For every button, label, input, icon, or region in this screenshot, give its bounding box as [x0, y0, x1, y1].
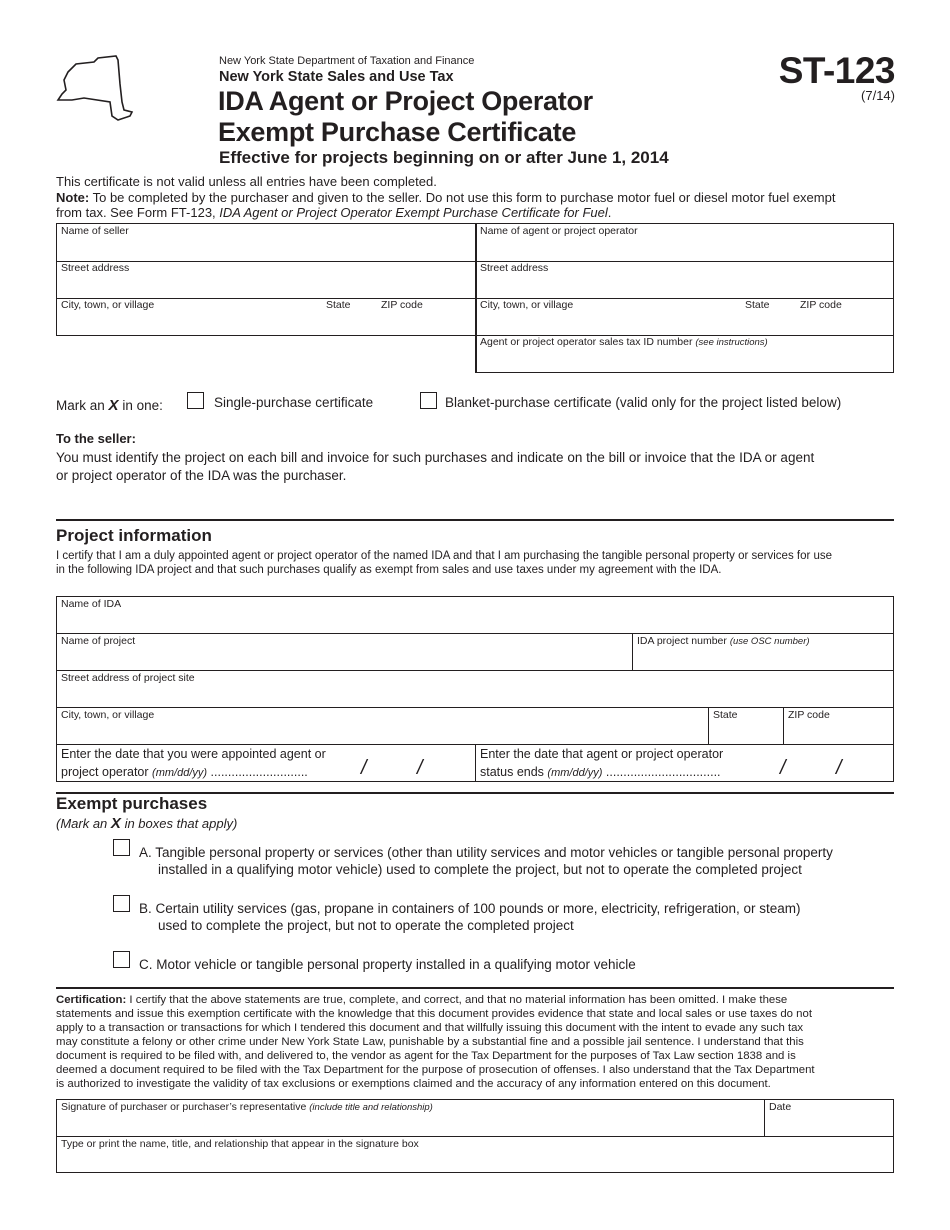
appointed-date-slash-1: / [361, 757, 367, 779]
ends-date-leader: ................................. [605, 765, 721, 779]
certification-text [56, 993, 896, 1091]
certification-label: Certification: [56, 994, 127, 1006]
ends-date-slash-1: / [780, 757, 786, 779]
seller-zip-field[interactable]: ZIP code [381, 299, 423, 311]
appointed-date-slash-2: / [417, 757, 423, 779]
exempt-instructions [56, 815, 237, 832]
project-number-label: IDA project number [637, 635, 727, 647]
agent-taxid-field[interactable] [480, 336, 768, 348]
appointed-date-leader: ............................ [210, 765, 308, 779]
department-name: New York State Department of Taxation and Finance [219, 55, 475, 67]
signature-note: (include title and relationship) [309, 1102, 433, 1113]
appointed-date-label-2: project operator [61, 765, 149, 779]
agent-street-field[interactable]: Street address [480, 262, 549, 274]
project-rule-3 [56, 707, 894, 708]
note-line1 [56, 190, 835, 205]
agent-city-field[interactable]: City, town, or village [480, 299, 574, 311]
agent-taxid-label: Agent or project operator sales tax ID number [480, 336, 693, 348]
exempt-a-line1: A. Tangible personal property or services (other than utility services and motor vehicles or tangible personal property [139, 845, 833, 860]
project-certify-line2: in the following IDA project and that such purchases qualify as exempt from sales and use taxes under my agreement with the IDA. [56, 564, 722, 576]
note-line2-period: . [607, 205, 612, 220]
project-section-rule [56, 519, 894, 521]
ends-date-slash-2: / [836, 757, 842, 779]
appointed-date-label-1: Enter the date that you were appointed agent or [61, 747, 326, 761]
seller-state-field[interactable]: State [326, 299, 351, 311]
certification-line5: document is required to be filed with, and delivered to, the vendor as agent for the Tax Department for the purposes of Tax Law section 1838 and is [56, 1050, 796, 1062]
signature-date-field[interactable]: Date [769, 1101, 792, 1113]
exempt-purchases-heading: Exempt purchases [56, 794, 208, 813]
exempt-sub-b: in boxes that apply) [124, 816, 238, 831]
mark-prefix: Mark an [56, 398, 105, 413]
project-number-note: (use OSC number) [729, 636, 810, 647]
validity-notice: This certificate is not valid unless all entries have been completed. [56, 174, 437, 189]
to-seller-heading: To the seller: [56, 431, 136, 446]
note-line2 [56, 205, 611, 220]
exempt-b-line2: used to complete the project, but not to operate the completed project [158, 918, 574, 933]
signature-rule [56, 1136, 894, 1137]
seller-name-field[interactable]: Name of seller [61, 225, 129, 237]
project-name-field[interactable]: Name of project [61, 635, 136, 647]
exempt-b-checkbox[interactable] [113, 895, 130, 912]
note-text: To be completed by the purchaser and given to the seller. Do not use this form to purchase motor fuel or diesel motor fuel exempt [92, 190, 836, 205]
agent-zip-field[interactable]: ZIP code [800, 299, 842, 311]
seller-city-field[interactable]: City, town, or village [61, 299, 155, 311]
ends-date-format: (mm/dd/yy) [547, 767, 603, 779]
exempt-a-line2: installed in a qualifying motor vehicle) used to complete the project, but not to operate the completed project [158, 862, 802, 877]
exempt-c-checkbox[interactable] [113, 951, 130, 968]
state-divider [708, 707, 709, 744]
agent-name-field[interactable]: Name of agent or project operator [480, 225, 638, 237]
project-zip-field[interactable]: ZIP code [788, 709, 830, 721]
project-rule-2 [56, 670, 894, 671]
form-number: ST-123 [778, 50, 895, 91]
ends-date-label-2: status ends [480, 765, 544, 779]
note-line2-text: from tax. See Form FT-123, [56, 205, 216, 220]
tax-name: New York State Sales and Use Tax [219, 69, 454, 85]
project-city-field[interactable]: City, town, or village [61, 709, 155, 721]
date-divider [475, 744, 476, 782]
date-column-divider [764, 1099, 765, 1136]
ida-name-field[interactable]: Name of IDA [61, 598, 122, 610]
zip-divider [783, 707, 784, 744]
agent-taxid-note: (see instructions) [695, 337, 768, 348]
single-purchase-checkbox[interactable] [187, 392, 204, 409]
project-info-heading: Project information [56, 526, 212, 545]
to-seller-line2: or project operator of the IDA was the purchaser. [56, 468, 347, 483]
ends-date-label-1: Enter the date that agent or project operator [480, 747, 724, 761]
to-seller-line1: You must identify the project on each bill and invoice for such purchases and indicate on the bill or invoice that the IDA or agent [56, 450, 815, 465]
seller-street-field[interactable]: Street address [61, 262, 130, 274]
form-title-line2: Exempt Purchase Certificate [218, 117, 577, 147]
certification-section-rule [56, 987, 894, 989]
mark-suffix: in one: [122, 398, 163, 413]
blanket-purchase-checkbox[interactable] [420, 392, 437, 409]
project-street-field[interactable]: Street address of project site [61, 672, 195, 684]
mark-one-label [56, 397, 163, 414]
exempt-a-checkbox[interactable] [113, 839, 130, 856]
exempt-sub-x: X [110, 815, 121, 832]
certification-line3: apply to a transaction or transactions for which I tendered this document and that willfully issuing this document with the intent to evade any such tax [56, 1022, 804, 1034]
appointed-date-field[interactable] [61, 765, 308, 779]
row-rule-3 [56, 335, 894, 336]
row-rule-4 [476, 372, 894, 373]
seller-left-rule [56, 223, 57, 336]
printed-name-field[interactable]: Type or print the name, title, and relationship that appear in the signature box [61, 1138, 419, 1150]
effective-date-subtitle: Effective for projects beginning on or after June 1, 2014 [219, 148, 669, 167]
project-certify-line1: I certify that I am a duly appointed agent or project operator of the named IDA and that I am purchasing the tangible personal property or services for use [56, 550, 833, 562]
certification-line7: is authorized to investigate the validity of tax exclusions or exemptions claimed and the accuracy of any information entered on this document. [56, 1078, 771, 1090]
certification-line2: statements and issue this exemption certificate with the knowledge that this document provides evidence that state and local sales or use taxes do not [56, 1008, 813, 1020]
signature-field[interactable] [61, 1101, 433, 1113]
single-purchase-label: Single-purchase certificate [214, 395, 374, 410]
appointed-date-format: (mm/dd/yy) [152, 767, 208, 779]
mark-x: X [108, 397, 119, 414]
blanket-purchase-label: Blanket-purchase certificate (valid only for the project listed below) [445, 395, 842, 410]
project-number-divider [632, 633, 633, 670]
project-state-field[interactable]: State [713, 709, 738, 721]
ft123-title: IDA Agent or Project Operator Exempt Purchase Certificate for Fuel [219, 205, 608, 220]
exempt-sub-a: (Mark an [56, 816, 108, 831]
ends-date-field[interactable] [480, 765, 721, 779]
certification-line6: deemed a document required to be filed with the Tax Department for the purpose of prosecution of offenses. I also understand that the Tax Department [56, 1064, 815, 1076]
agent-state-field[interactable]: State [745, 299, 770, 311]
signature-label: Signature of purchaser or purchaser’s representative [61, 1101, 307, 1113]
project-rule-1 [56, 633, 894, 634]
row-rule-1 [56, 261, 894, 262]
form-revision: (7/14) [861, 88, 895, 103]
form-title-line1: IDA Agent or Project Operator [218, 86, 593, 116]
certification-line4: may constitute a felony or other crime under New York State Law, punishable by a substantial fine and a possible jail sentence. I understand that this [56, 1036, 804, 1048]
exempt-b-line1: B. Certain utility services (gas, propane in containers of 100 pounds or more, electricity, refrigeration, or steam) [139, 901, 801, 916]
project-number-field[interactable] [637, 635, 810, 647]
certification-line1: I certify that the above statements are true, complete, and correct, and that no material information has been omitted. I make these [129, 994, 788, 1006]
new-york-state-outline-icon [54, 54, 134, 124]
note-label: Note: [56, 190, 90, 205]
exempt-c-line1: C. Motor vehicle or tangible personal property installed in a qualifying motor vehicle [139, 957, 636, 972]
